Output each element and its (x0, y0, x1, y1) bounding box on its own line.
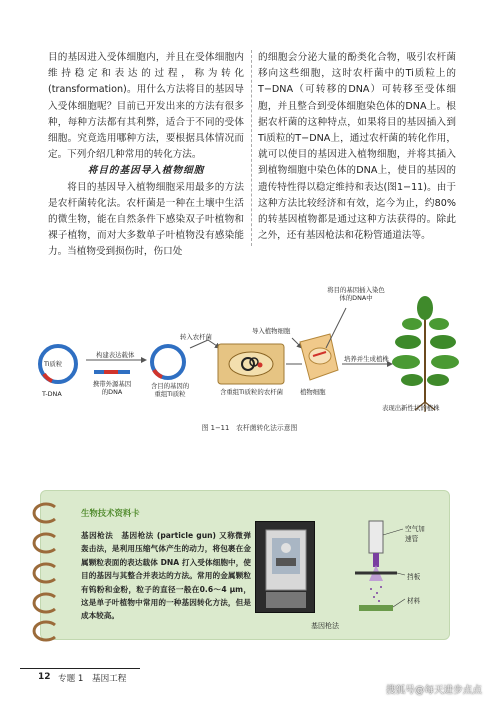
card-text: 基因枪法 基因枪法 (particle gun) 又称微弹轰击法，是利用压缩气体产生的动力，将包裹在金属颗粒表面的表达载体 DNA 打入受体细胞中，使目的基因与其整合并表达的方法。常用的金属颗粒有钨粉和金粉，粒子的直径一般在0.6～4 μm，这是单子叶植物中常用的一种基因转化方法，但是成本较高。 (81, 531, 251, 621)
label-tdna: T-DNA (42, 390, 62, 398)
figure-caption: 图 1−11 农杆菌转化法示意图 (201, 424, 298, 432)
label-plant-cell: 植物细胞 (300, 388, 326, 396)
right-paragraph-1: 的细胞会分泌大量的酚类化合物，吸引农杆菌移向这些细胞，这时农杆菌中的Ti质粒上的T−DNA（可转移的DNA）可转移至受体细胞，并且整合到受体细胞染色体的DNA上。根据农杆菌的这种特点，如果将目的基因插入到Ti质粒的T−DNA上，通过农杆菌的转化作用，就可以使目的基因进入植物细胞，并将其插入到植物细胞中染色体的DNA上，使目的基因的遗传特性得以稳定维持和表达(图1−11)。由于这种方法比较经济和有效，迄今为止，约80%的转基因植物都是通过这种方法获得的。除此之外，还有基因枪法和花粉管通道法等。 (258, 52, 456, 242)
foreign-dna-icon (94, 370, 130, 374)
page-number: 12 (38, 672, 51, 682)
watermark: 搜狐号@每天进步点点 (386, 685, 482, 696)
arrow-chromosome (326, 308, 346, 348)
photo-caption: 基因枪法 (311, 622, 339, 630)
column-divider (251, 50, 252, 246)
card-title: 生物技术资料卡 (81, 508, 140, 518)
label-material: 材料 (407, 597, 421, 605)
label-baffle: 挡板 (407, 573, 421, 581)
binder-rings-icon (27, 493, 67, 643)
arrow-label-transfer: 转入农杆菌 (180, 333, 212, 341)
right-column (258, 50, 456, 244)
agrobacterium-figure (30, 278, 470, 424)
label-recombinant: 含目的基因的重组Ti质粒 (150, 382, 190, 398)
section-subheading: 将目的基因导入植物细胞 (87, 165, 205, 177)
label-foreign: 携带外源基因的DNA (92, 380, 132, 396)
agrobacterium-icon (218, 344, 284, 384)
label-agrobacterium: 含重组Ti质粒的农杆菌 (220, 388, 283, 396)
gene-gun-photo (255, 521, 315, 613)
label-air-tube: 空气加速管 (405, 525, 425, 543)
arrow-label-construct: 构建表达载体 (96, 351, 135, 359)
label-plant: 表现出新性状的植株 (382, 404, 440, 412)
label-ti: Ti质粒 (44, 360, 63, 368)
plant-cell-icon (300, 334, 338, 380)
footer-rule (20, 668, 140, 669)
chapter-title: 专题 1 基因工程 (58, 674, 127, 684)
recombinant-plasmid-icon (152, 346, 184, 378)
left-paragraph-1: 目的基因进入受体细胞内，并且在受体细胞内维持稳定和表达的过程，称为转化(transformation)。用什么方法将目的基因导入受体细胞呢？目前已开发出来的方法有很多种，每种方法都有其利弊，适合于不同的受体细胞。究竟选用哪种方法，要根据具体情况而定。下列介绍几种常用的转化方法。 (48, 52, 244, 161)
info-card (40, 490, 450, 640)
left-column (48, 50, 244, 261)
left-paragraph-2: 将目的基因导入植物细胞采用最多的方法是农杆菌转化法。农杆菌是一种在土壤中生活的微生物，能在自然条件下感染双子叶植物和裸子植物，而对大多数单子叶植物没有感染能力。当植物受到损伤时，伤口处 (48, 181, 244, 258)
plant-icon (392, 296, 459, 412)
arrow-label-import: 导入植物细胞 (252, 327, 291, 335)
label-chromosome: 将目的基因插入染色体的DNA中 (327, 286, 385, 302)
arrow-label-culture: 培养并生成植株 (344, 355, 389, 363)
